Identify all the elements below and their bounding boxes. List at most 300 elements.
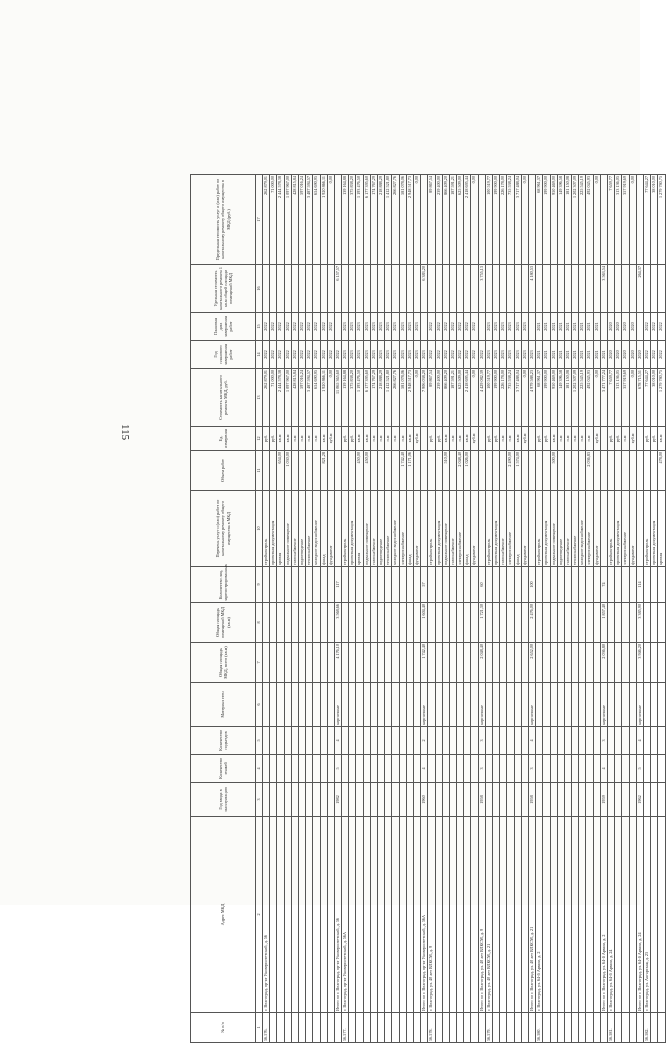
table-cell-unit: п.м xyxy=(298,427,305,451)
table-cell-max: 654 690,95 xyxy=(313,175,320,265)
table-cell-y2: 2022 xyxy=(457,313,464,341)
table-cell-unit: п.м xyxy=(557,427,564,451)
table-cell-pers xyxy=(428,567,435,603)
table-cell-n xyxy=(550,1013,557,1043)
table-cell-max xyxy=(528,175,535,265)
table-cell-year xyxy=(471,783,478,817)
table-cell-ent xyxy=(651,727,658,755)
table-cell-n xyxy=(363,1013,370,1043)
table-cell-pers xyxy=(342,567,349,603)
table-cell-cost: 1 097 967,00 xyxy=(284,369,291,427)
table-row xyxy=(622,175,629,1043)
table-cell-area xyxy=(608,643,615,683)
table-cell-vol xyxy=(485,451,492,491)
table-cell-area xyxy=(615,643,622,683)
table-cell-pers xyxy=(493,567,500,603)
table-cell-area xyxy=(277,643,284,683)
table-cell-unit: куб.м xyxy=(327,427,334,451)
table-cell-area xyxy=(521,643,528,683)
table-cell-work: электроснабжение xyxy=(399,491,406,567)
table-cell-addr xyxy=(514,817,521,1013)
column-header: Стоимость капитального ремонта МКД, руб. xyxy=(191,369,256,427)
table-cell-year xyxy=(277,783,284,817)
table-cell-max: 174 767,29 xyxy=(370,175,377,265)
table-cell-work: подвальное помещение xyxy=(550,491,557,567)
table-cell-unit: п.м xyxy=(392,427,399,451)
table-cell-area xyxy=(413,643,420,683)
table-cell-y1: 2023 xyxy=(406,341,413,369)
table-cell-unit: п.м xyxy=(586,427,593,451)
table-cell-unit: п.м xyxy=(622,427,629,451)
table-cell-unit: п.м xyxy=(449,427,456,451)
table-cell-unit: руб. xyxy=(615,427,622,451)
table-cell-max: 625 509,00 xyxy=(457,175,464,265)
table-cell-unit: руб. xyxy=(435,427,442,451)
table-cell-unit xyxy=(334,427,341,451)
table-cell-wall xyxy=(356,683,363,727)
table-cell-ent xyxy=(608,727,615,755)
table-cell-n: 56.579. xyxy=(485,1013,492,1043)
table-cell-cost: 3 487 594,57 xyxy=(306,369,313,427)
column-header: Удельная стоимость капитального ремонта 1 кв.м общей площади помещений МКД xyxy=(191,265,256,313)
table-cell-year: 1958 xyxy=(478,783,485,817)
table-cell-wall xyxy=(500,683,507,727)
table-cell-pers xyxy=(615,567,622,603)
table-cell-y1: 2022 xyxy=(334,341,341,369)
table-cell-work: холодное водоснабжение xyxy=(313,491,320,567)
table-cell-area2 xyxy=(428,603,435,643)
table-cell-unit: кв.м xyxy=(277,427,284,451)
table-cell-ud xyxy=(284,265,291,313)
table-cell-addr xyxy=(457,817,464,1013)
table-cell-vol xyxy=(521,451,528,491)
table-cell-ent xyxy=(514,727,521,755)
table-cell-n xyxy=(327,1013,334,1043)
table-cell-max: 0,00 xyxy=(413,175,420,265)
table-cell-area: 3 946,20 xyxy=(636,643,643,683)
table-cell-unit: куб.м xyxy=(629,427,636,451)
table-cell-unit: руб. xyxy=(342,427,349,451)
table-cell-max: 239 400,00 xyxy=(435,175,442,265)
table-cell-year xyxy=(514,783,521,817)
table-cell-ent xyxy=(284,727,291,755)
table-cell-max: 38 010,00 xyxy=(651,175,658,265)
table-cell-pers xyxy=(442,567,449,603)
table-cell-ud xyxy=(457,265,464,313)
table-row xyxy=(298,175,305,1043)
table-cell-y1: 2023 xyxy=(500,341,507,369)
table-row xyxy=(320,175,327,1043)
table-cell-y1: 2023 xyxy=(507,341,514,369)
table-cell-area xyxy=(651,643,658,683)
table-cell-vol xyxy=(392,451,399,491)
table-cell-unit: руб. xyxy=(493,427,500,451)
table-cell-vol xyxy=(298,451,305,491)
table-row xyxy=(564,175,571,1043)
table-cell-ud xyxy=(327,265,334,313)
table-cell-cost: 239 400,00 xyxy=(435,369,442,427)
table-cell-addr: г. Волгоград, пр-кт Университетский, д. 56А xyxy=(342,817,349,1013)
table-cell-work: водоотведение xyxy=(557,491,564,567)
table-cell-y1: 2022 xyxy=(651,341,658,369)
table-cell-wall xyxy=(629,683,636,727)
table-cell-pers: 74 xyxy=(600,567,607,603)
table-cell-area2 xyxy=(356,603,363,643)
table-cell-y2: 2021 xyxy=(579,313,586,341)
table-cell-year xyxy=(378,783,385,817)
table-cell-addr xyxy=(413,817,420,1013)
table-cell-y2: 2021 xyxy=(572,313,579,341)
table-cell-y2: 2023 xyxy=(385,313,392,341)
table-row xyxy=(608,175,615,1043)
table-cell-wall xyxy=(320,683,327,727)
column-header: Плановая дата завершения работ xyxy=(191,313,256,341)
table-cell-wall xyxy=(514,683,521,727)
table-cell-cost: 7 659,77 xyxy=(608,369,615,427)
table-cell-area xyxy=(629,643,636,683)
table-cell-year xyxy=(658,783,665,817)
column-number: 14 xyxy=(256,341,263,369)
table-row xyxy=(536,175,543,1043)
table-cell-y2: 2023 xyxy=(399,313,406,341)
table-cell-cost: 313 136,05 xyxy=(615,369,622,427)
table-cell-addr: Итого по г. Волгоград, пр-кт Университетский, д. 56А xyxy=(421,817,428,1013)
table-cell-vol xyxy=(528,451,535,491)
table-cell-y1: 2023 xyxy=(392,341,399,369)
table-cell-area2 xyxy=(643,603,650,643)
table-cell-unit xyxy=(528,427,535,451)
table-cell-work: фундамент xyxy=(471,491,478,567)
table-cell-n xyxy=(406,1013,413,1043)
table-cell-ent xyxy=(428,727,435,755)
table-cell-year xyxy=(557,783,564,817)
table-cell-ud: 4 180,53 xyxy=(528,265,535,313)
table-cell-wall xyxy=(622,683,629,727)
table-cell-addr xyxy=(363,817,370,1013)
table-cell-fl xyxy=(392,755,399,783)
table-cell-wall xyxy=(464,683,471,727)
table-cell-area2: 1 721,30 xyxy=(478,603,485,643)
table-cell-pers xyxy=(298,567,305,603)
table-cell-cost: 597 016,24 xyxy=(298,369,305,427)
table-cell-unit xyxy=(421,427,428,451)
table-cell-addr xyxy=(392,817,399,1013)
table-cell-cost: 1 193 476,50 xyxy=(356,369,363,427)
table-cell-ud xyxy=(270,265,277,313)
table-cell-ent xyxy=(550,727,557,755)
table-cell-y2: 2022 xyxy=(435,313,442,341)
table-cell-vol: 478,00 xyxy=(658,451,665,491)
table-cell-y2: 2021 xyxy=(593,313,600,341)
table-cell-cost: 3 471 777,24 xyxy=(600,369,607,427)
table-cell-y2: 2023 xyxy=(392,313,399,341)
table-cell-n xyxy=(514,1013,521,1043)
table-cell-fl xyxy=(658,755,665,783)
table-cell-n xyxy=(629,1013,636,1043)
table-cell-y2 xyxy=(478,313,485,341)
table-cell-fl xyxy=(507,755,514,783)
table-cell-area2 xyxy=(363,603,370,643)
table-cell-ent xyxy=(406,727,413,755)
table-cell-max: 581 078,06 xyxy=(399,175,406,265)
table-cell-vol xyxy=(435,451,442,491)
table-cell-y1: 2023 xyxy=(370,341,377,369)
table-cell-work: газоснабжение xyxy=(291,491,298,567)
table-cell-area2 xyxy=(564,603,571,643)
table-cell-y1: 2021 xyxy=(572,341,579,369)
capital-repair-table xyxy=(190,174,666,1043)
table-cell-pers xyxy=(658,567,665,603)
table-cell-cost: 492 045,93 xyxy=(586,369,593,427)
table-cell-y2: 2022 xyxy=(327,313,334,341)
table-cell-cost: 735 538,24 xyxy=(507,369,514,427)
table-row xyxy=(413,175,420,1043)
table-cell-n xyxy=(421,1013,428,1043)
table-cell-work: фундамент xyxy=(593,491,600,567)
table-cell-n xyxy=(270,1013,277,1043)
table-row xyxy=(457,175,464,1043)
table-cell-vol xyxy=(651,451,658,491)
table-cell-pers xyxy=(608,567,615,603)
table-cell-cost: 77 644,27 xyxy=(643,369,650,427)
table-cell-wall xyxy=(392,683,399,727)
table-cell-ent xyxy=(543,727,550,755)
table-cell-area xyxy=(579,643,586,683)
table-cell-max: 0,00 xyxy=(521,175,528,265)
table-cell-pers xyxy=(392,567,399,603)
table-cell-y1: 2023 xyxy=(342,341,349,369)
table-cell-area2 xyxy=(507,603,514,643)
table-cell-pers xyxy=(572,567,579,603)
table-cell-n xyxy=(399,1013,406,1043)
table-cell-y1: 2023 xyxy=(521,341,528,369)
table-cell-ud xyxy=(507,265,514,313)
table-cell-vol: 2 036,83 xyxy=(586,451,593,491)
table-cell-year xyxy=(392,783,399,817)
table-cell-y1: 2021 xyxy=(586,341,593,369)
table-cell-work: проектная документация xyxy=(543,491,550,567)
table-cell-unit: руб. xyxy=(428,427,435,451)
table-cell-pers xyxy=(557,567,564,603)
table-cell-work: фасад xyxy=(464,491,471,567)
table-cell-work: стройконтроль xyxy=(428,491,435,567)
table-cell-addr xyxy=(291,817,298,1013)
column-header: Количество этажей xyxy=(191,755,256,783)
table-cell-max: 187 591,21 xyxy=(449,175,456,265)
table-row xyxy=(629,175,636,1043)
table-cell-year xyxy=(363,783,370,817)
table-cell-wall xyxy=(643,683,650,727)
table-cell-area xyxy=(385,643,392,683)
table-cell-ent xyxy=(586,727,593,755)
table-cell-y2: 2023 xyxy=(349,313,356,341)
table-cell-ent xyxy=(536,727,543,755)
table-cell-max: 0,00 xyxy=(629,175,636,265)
column-header: Год ввода в эксплуатацию xyxy=(191,783,256,817)
table-cell-addr xyxy=(378,817,385,1013)
table-cell-ud xyxy=(306,265,313,313)
table-cell-ent xyxy=(370,727,377,755)
table-row xyxy=(263,175,270,1043)
table-cell-y1: 2022 xyxy=(428,341,435,369)
table-cell-wall xyxy=(435,683,442,727)
table-row xyxy=(435,175,442,1043)
table-cell-y2: 2020 xyxy=(615,313,622,341)
table-cell-area2 xyxy=(543,603,550,643)
table-cell-fl xyxy=(284,755,291,783)
table-cell-vol xyxy=(622,451,629,491)
table-cell-max: 1 202 307,09 xyxy=(572,175,579,265)
column-header: Ед. измерения xyxy=(191,427,256,451)
table-cell-fl xyxy=(370,755,377,783)
table-cell-wall xyxy=(471,683,478,727)
table-cell-unit: куб.м xyxy=(593,427,600,451)
table-cell-pers xyxy=(349,567,356,603)
table-cell-unit: руб. xyxy=(263,427,270,451)
table-cell-year xyxy=(313,783,320,817)
table-cell-area: 4 176,10 xyxy=(334,643,341,683)
table-cell-fl xyxy=(385,755,392,783)
table-cell-unit: кв.м xyxy=(320,427,327,451)
table-cell-year xyxy=(543,783,550,817)
table-cell-cost: 678 715,51 xyxy=(636,369,643,427)
table-cell-cost: 68 961,37 xyxy=(536,369,543,427)
table-cell-addr xyxy=(572,817,579,1013)
table-cell-n xyxy=(579,1013,586,1043)
table-cell-y1: 2023 xyxy=(378,341,385,369)
table-cell-ent xyxy=(658,727,665,755)
table-cell-ent xyxy=(572,727,579,755)
table-cell-cost: 950 469,00 xyxy=(550,369,557,427)
table-cell-work: фасад xyxy=(514,491,521,567)
table-cell-pers xyxy=(284,567,291,603)
table-cell-y2: 2022 xyxy=(643,313,650,341)
table-cell-cost: 428 815,84 xyxy=(291,369,298,427)
table-cell-vol xyxy=(378,451,385,491)
table-cell-n xyxy=(636,1013,643,1043)
table-cell-wall xyxy=(342,683,349,727)
table-cell-vol xyxy=(327,451,334,491)
table-cell-addr xyxy=(349,817,356,1013)
table-cell-unit: п.м xyxy=(291,427,298,451)
table-cell-cost: 375 838,20 xyxy=(349,369,356,427)
table-cell-cost: 226 178,00 xyxy=(500,369,507,427)
table-cell-addr xyxy=(435,817,442,1013)
table-cell-fl xyxy=(579,755,586,783)
table-cell-pers: 114 xyxy=(636,567,643,603)
table-cell-area2 xyxy=(449,603,456,643)
table-cell-unit: кв.м xyxy=(406,427,413,451)
table-cell-area2 xyxy=(313,603,320,643)
table-cell-addr: Итого по г. Волгоград, пр-кт Университетский, д. 56 xyxy=(334,817,341,1013)
table-cell-addr: г. Волгоград, ул. 40 лет ВЛКСМ, д. 21 xyxy=(485,817,492,1013)
table-cell-fl: 5 xyxy=(636,755,643,783)
table-cell-n xyxy=(658,1013,665,1043)
table-cell-n xyxy=(586,1013,593,1043)
table-cell-cost: 3 717 488,04 xyxy=(514,369,521,427)
table-cell-ud xyxy=(550,265,557,313)
table-cell-year xyxy=(500,783,507,817)
table-cell-n xyxy=(392,1013,399,1043)
table-row xyxy=(363,175,370,1043)
table-cell-ud xyxy=(313,265,320,313)
table-cell-ent xyxy=(457,727,464,755)
table-cell-addr xyxy=(622,817,629,1013)
table-cell-pers xyxy=(457,567,464,603)
table-cell-unit: п.м xyxy=(507,427,514,451)
table-cell-area2 xyxy=(385,603,392,643)
table-cell-y2: 2021 xyxy=(557,313,564,341)
column-number: 17 xyxy=(256,175,263,265)
table-cell-area2 xyxy=(557,603,564,643)
table-cell-work: стройконтроль xyxy=(608,491,615,567)
table-cell-area: 2 048,40 xyxy=(478,643,485,683)
table-cell-fl xyxy=(564,755,571,783)
table-cell-n xyxy=(593,1013,600,1043)
table-cell-year xyxy=(356,783,363,817)
table-cell-vol xyxy=(428,451,435,491)
table-cell-n xyxy=(507,1013,514,1043)
table-cell-y1: 2021 xyxy=(557,341,564,369)
table-cell-n xyxy=(521,1013,528,1043)
table-cell-y2: 2021 xyxy=(586,313,593,341)
table-cell-fl xyxy=(263,755,270,783)
table-cell-wall xyxy=(363,683,370,727)
table-cell-y2: 2023 xyxy=(406,313,413,341)
table-cell-ent xyxy=(435,727,442,755)
table-cell-cost: 4 429 082,39 xyxy=(478,369,485,427)
column-number: 10 xyxy=(256,491,263,567)
table-cell-n xyxy=(572,1013,579,1043)
table-cell-ent xyxy=(622,727,629,755)
table-cell-wall xyxy=(493,683,500,727)
table-cell-unit: кв.м xyxy=(284,427,291,451)
table-cell-unit: п.м xyxy=(370,427,377,451)
table-cell-ud xyxy=(536,265,543,313)
table-cell-max: 1 412 521,80 xyxy=(385,175,392,265)
table-cell-n xyxy=(320,1013,327,1043)
table-cell-pers xyxy=(270,567,277,603)
table-cell-vol: 1 742,40 xyxy=(399,451,406,491)
table-cell-cost: 174 767,29 xyxy=(370,369,377,427)
table-cell-n xyxy=(615,1013,622,1043)
table-cell-addr xyxy=(658,817,665,1013)
column-number: 13 xyxy=(256,369,263,427)
table-row xyxy=(478,175,485,1043)
table-cell-area2 xyxy=(392,603,399,643)
table-cell-n xyxy=(435,1013,442,1043)
table-cell-vol: 450,00 xyxy=(356,451,363,491)
column-header: № п/п xyxy=(191,1013,256,1043)
table-cell-n xyxy=(298,1013,305,1043)
table-cell-work xyxy=(421,491,428,567)
table-cell-pers xyxy=(406,567,413,603)
table-cell-n xyxy=(500,1013,507,1043)
table-cell-max: 950 469,00 xyxy=(550,175,557,265)
table-row xyxy=(442,175,449,1043)
table-cell-wall xyxy=(284,683,291,727)
table-cell-work: стройконтроль xyxy=(643,491,650,567)
table-cell-area xyxy=(291,643,298,683)
table-cell-pers xyxy=(449,567,456,603)
table-cell-unit: руб. xyxy=(485,427,492,451)
table-cell-unit: п.м xyxy=(500,427,507,451)
table-cell-cost: 0,00 xyxy=(629,369,636,427)
table-cell-y2: 2022 xyxy=(428,313,435,341)
table-cell-area xyxy=(485,643,492,683)
table-cell-area2 xyxy=(442,603,449,643)
table-cell-ud: 3 563,54 xyxy=(600,265,607,313)
